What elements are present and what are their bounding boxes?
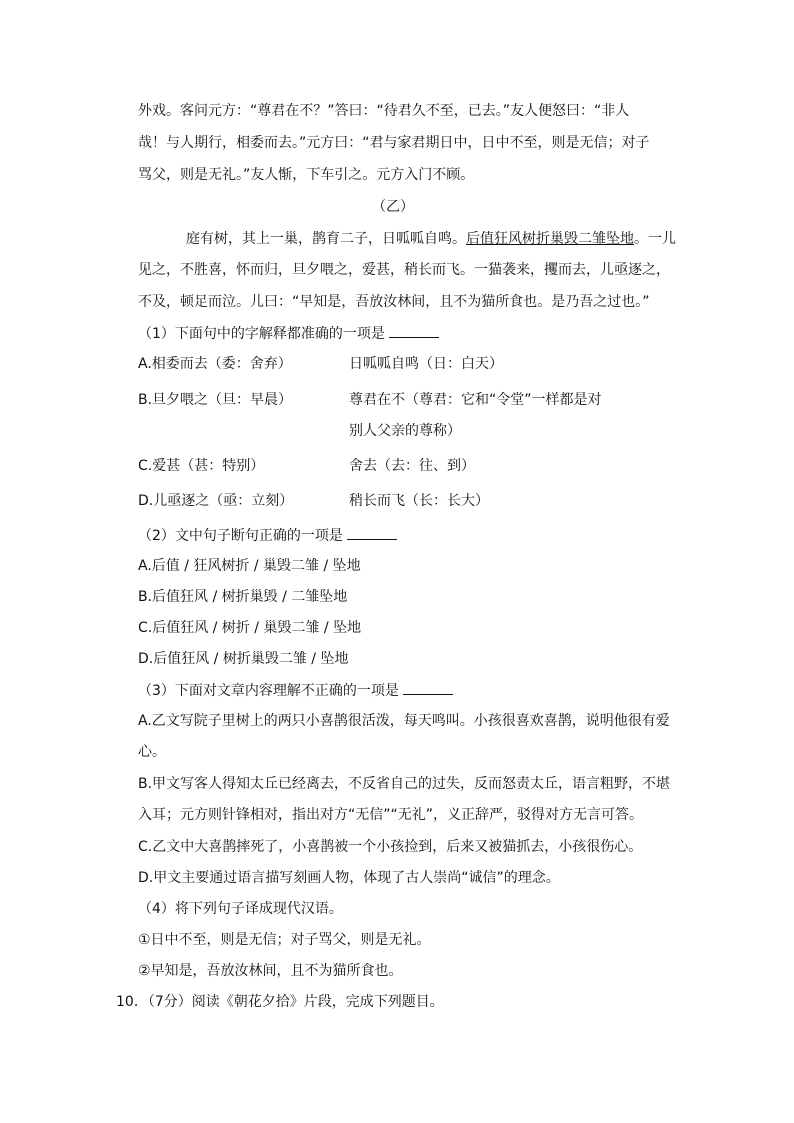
q2-option-c: C.后值狂风 / 树折 / 巢毁二雏 / 坠地 xyxy=(138,620,362,636)
q1-option-a-left: A.相委而去（委：舍弃） xyxy=(138,356,292,372)
q3-option-b-line-2: 入耳；元方则针锋相对，指出对方“无信”“无礼”，义正辞严，驳得对方无言可答。 xyxy=(138,807,644,823)
passage-yi-line-2: 见之，不胜喜，怀而归，旦夕喂之，爱甚，稍长而飞。一猫袭来，攫而去，儿亟逐之， xyxy=(138,262,670,278)
q1-option-c-right: 舍去（去：往、到） xyxy=(349,458,475,474)
q2-option-d: D.后值狂风 / 树折巢毁二雏 / 坠地 xyxy=(138,651,349,667)
passage-yi-line-1-end: 。一儿 xyxy=(634,231,676,247)
passage-jia-line-3: 骂父，则是无礼。”友人惭，下车引之。元方入门不顾。 xyxy=(138,167,475,183)
q1-option-b-right-line-2: 别人父亲的尊称） xyxy=(349,423,461,439)
q1-option-c-left: C.爱甚（甚：特别） xyxy=(138,458,265,474)
question-10-heading: 10．（7分）阅读《朝花夕拾》片段，完成下列题目。 xyxy=(116,994,444,1010)
underlined-sentence: 后值狂风树折巢毁二雏坠地 xyxy=(466,231,634,247)
question-2-stem xyxy=(138,525,397,545)
question-1-text: （1）下面句中的字解释都准确的一项是 xyxy=(138,326,385,342)
q1-option-b-left: B.旦夕喂之（旦：早晨） xyxy=(138,392,293,408)
q1-option-a-right: 日呱呱自鸣（日：白天） xyxy=(349,356,503,372)
question-4-stem: （4）将下列句子译成现代汉语。 xyxy=(138,901,343,917)
question-3-stem xyxy=(138,680,453,700)
q3-option-a-line-1: A.乙文写院子里树上的两只小喜鹊很活泼，每天鸣叫。小孩很喜欢喜鹊，说明他很有爱 xyxy=(138,713,670,729)
q4-sentence-2: ②早知是，吾放汝林间，且不为猫所食也。 xyxy=(138,963,403,979)
q1-option-d-right: 稍长而飞（长：长大） xyxy=(349,493,489,509)
passage-yi-line-3: 不及，顿足而泣。儿曰：“早知是，吾放汝林间，且不为猫所食也。是乃吾之过也。” xyxy=(138,294,650,310)
q2-option-b: B.后值狂风 / 树折巢毁 / 二雏坠地 xyxy=(138,589,348,605)
q4-sentence-1: ①日中不至，则是无信；对子骂父，则是无礼。 xyxy=(138,932,431,948)
q3-option-c: C.乙文中大喜鹊摔死了，小喜鹊被一个小孩捡到，后来又被猫抓去，小孩很伤心。 xyxy=(138,839,643,855)
passage-yi-heading: （乙） xyxy=(372,199,414,215)
question-2-text: （2）文中句子断句正确的一项是 xyxy=(138,528,343,544)
passage-yi-line-1 xyxy=(186,229,676,249)
passage-jia-line-1: 外戏。客问元方：“尊君在不？”答曰：“待君久不至，已去。”友人便怒曰：“非人 xyxy=(138,103,630,119)
answer-blank xyxy=(403,680,453,695)
passage-jia-line-2: 哉！与人期行，相委而去。”元方曰：“君与家君期日中，日中不至，则是无信；对子 xyxy=(138,135,650,151)
q3-option-d: D.甲文主要通过语言描写刻画人物，体现了古人崇尚“诚信”的理念。 xyxy=(138,870,560,886)
question-3-text: （3）下面对文章内容理解不正确的一项是 xyxy=(138,683,399,699)
q1-option-d-left: D.儿亟逐之（亟：立刻） xyxy=(138,493,294,509)
q3-option-a-line-2: 心。 xyxy=(138,744,166,760)
q1-option-b-right-line-1: 尊君在不（尊君：它和“令堂”一样都是对 xyxy=(349,392,602,408)
q2-option-a: A.后值 / 狂风树折 / 巢毁二雏 / 坠地 xyxy=(138,558,361,574)
question-1-stem xyxy=(138,323,439,343)
answer-blank xyxy=(389,323,439,338)
passage-yi-line-1-start: 庭有树，其上一巢，鹊育二子，日呱呱自鸣。 xyxy=(186,231,466,247)
answer-blank xyxy=(347,525,397,540)
q3-option-b-line-1: B.甲文写客人得知太丘已经离去，不反省自己的过失，反而怒责太丘，语言粗野，不堪 xyxy=(138,776,671,792)
